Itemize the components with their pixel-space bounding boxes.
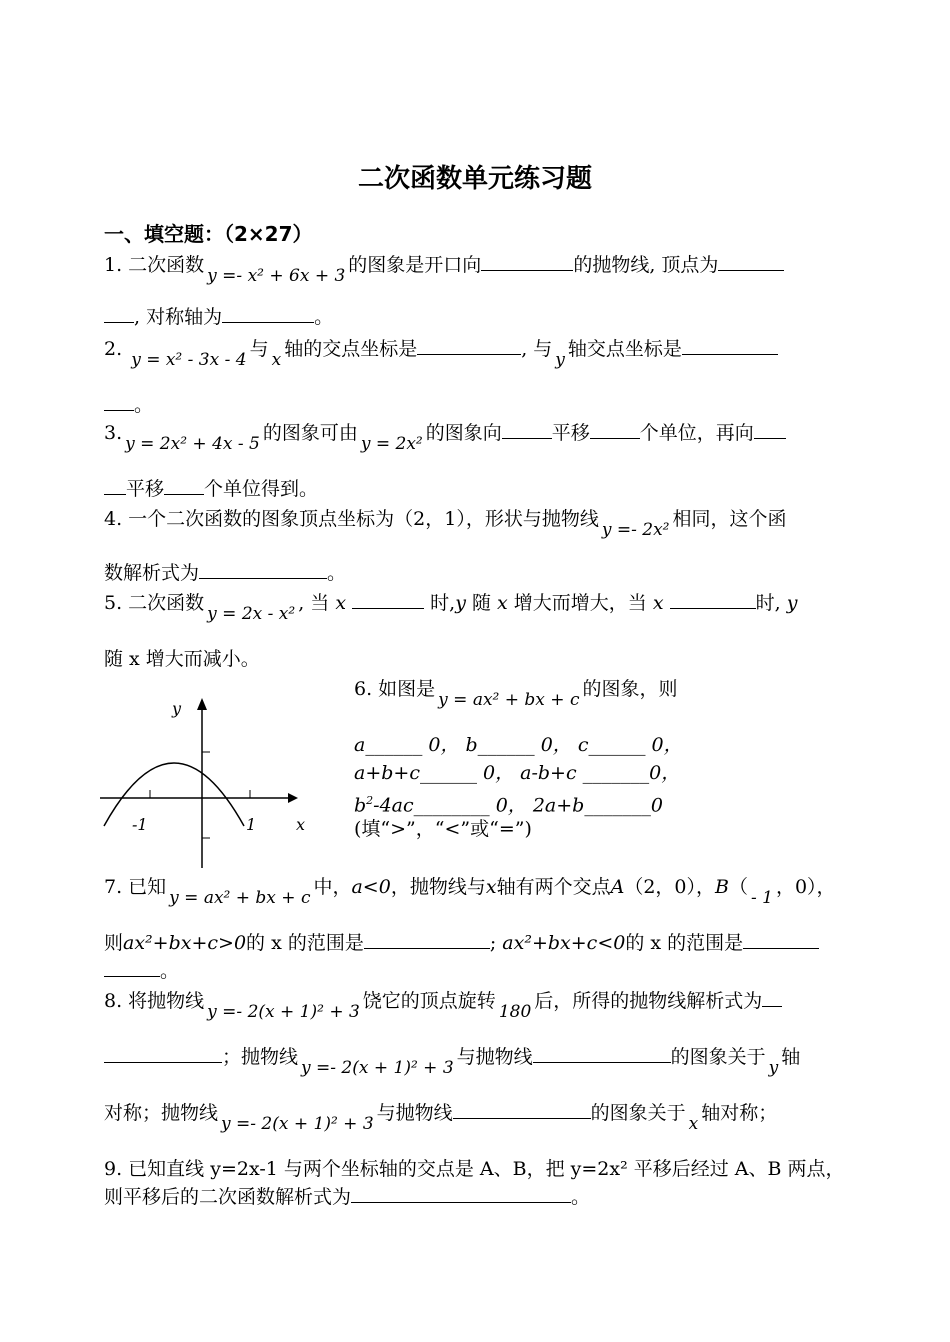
var: x: [335, 592, 347, 614]
page-title: 二次函数单元练习题: [357, 164, 592, 194]
formula: 180: [498, 1002, 532, 1022]
text: , 当: [298, 592, 330, 614]
text: ，抛物线与: [390, 876, 486, 898]
text: 随 x 增大而减小。: [104, 648, 260, 670]
answer-blank[interactable]: [743, 930, 819, 949]
text: 对称；抛物线: [104, 1102, 219, 1124]
x-axis-arrow: [288, 793, 298, 803]
var: B: [715, 876, 729, 898]
q9-line1: 9. 已知直线 y=2x-1 与两个坐标轴的交点是 A、B，把 y=2x² 平移后经过 A、B 两点，: [104, 1158, 845, 1180]
text: 后，所得的抛物线解析式为: [534, 990, 763, 1012]
q8-line1: [104, 988, 782, 1022]
answer-blank[interactable]: [164, 476, 204, 495]
text: b: [354, 794, 367, 817]
formula: y = x² - 3x - 4: [131, 350, 247, 370]
formula: y = 2x² + 4x - 5: [125, 434, 260, 454]
text: 中，: [313, 876, 352, 898]
text: 增大而增大，当: [513, 592, 647, 614]
q8-line2: [104, 1044, 801, 1078]
text: ax²+bx+c<0: [502, 932, 626, 954]
text: a<0: [351, 876, 391, 898]
var: x: [271, 350, 282, 370]
answer-blank[interactable]: [364, 930, 490, 949]
text: 的抛物线, 顶点为: [573, 254, 719, 276]
text: 的图象是开口向: [348, 254, 482, 276]
text: ax²+bx+c>0: [123, 932, 247, 954]
var: y: [455, 592, 466, 614]
text: 的图象可由: [262, 422, 358, 444]
text: （2，0），: [624, 876, 715, 898]
section-heading: 一、填空题：（2×27）: [104, 222, 313, 246]
text: 平移: [551, 422, 590, 444]
answer-blank[interactable]: [533, 1044, 671, 1063]
parabola-graph: [98, 690, 318, 870]
text: 6. 如图是: [354, 678, 436, 700]
text: 3.: [104, 422, 123, 444]
answer-blank[interactable]: [351, 1184, 571, 1203]
text: 轴的交点坐标是: [284, 338, 418, 360]
text: 5. 二次函数: [104, 592, 205, 614]
answer-blank[interactable]: [590, 420, 640, 439]
answer-blank[interactable]: [718, 252, 784, 271]
formula: y = 2x - x²: [207, 604, 296, 624]
text: 的图象关于: [670, 1046, 766, 1068]
answer-blank[interactable]: [104, 476, 126, 495]
answer-blank[interactable]: [754, 420, 786, 439]
answer-blank[interactable]: [222, 304, 314, 323]
q5-line2: [104, 646, 260, 672]
text: 的图象，则: [582, 678, 678, 700]
text: 4. 一个二次函数的图象顶点坐标为（2，1），形状与抛物线: [104, 508, 599, 530]
answer-blank[interactable]: [481, 252, 573, 271]
text: 数解析式为: [104, 562, 200, 584]
text: 随: [471, 592, 491, 614]
q6-line2: a______ 0， b______ 0， c______ 0，: [354, 734, 683, 756]
q2-line1: [104, 336, 778, 370]
text: 1. 二次函数: [104, 254, 205, 276]
text: 。: [571, 1186, 591, 1208]
text: 轴对称；: [701, 1102, 778, 1124]
var: y: [555, 350, 565, 370]
answer-blank[interactable]: [199, 560, 327, 579]
q6-line3: a+b+c______ 0， a-b+c _______0，: [354, 762, 681, 784]
q1-line1: [104, 252, 784, 286]
formula: y =- 2(x + 1)² + 3: [301, 1058, 454, 1078]
text: 轴有两个交点: [496, 876, 611, 898]
text: 7. 已知: [104, 876, 167, 898]
formula: y =- 2(x + 1)² + 3: [207, 1002, 360, 1022]
text: 与: [249, 338, 269, 360]
text: 相同，这个函: [672, 508, 787, 530]
answer-blank[interactable]: [417, 336, 521, 355]
q6-line4: $b^2-4ac\_\_\_\_\_\_\_\_$ 0， 2a+b_______0: [354, 794, 663, 817]
text: 平移: [126, 478, 165, 500]
y-axis-arrow: [197, 698, 207, 710]
q4-line1: [104, 506, 787, 540]
answer-blank[interactable]: [762, 988, 782, 1007]
text: 2.: [104, 338, 123, 360]
text: -4ac________ 0， 2a+b_______0: [373, 794, 663, 817]
answer-blank[interactable]: [682, 336, 778, 355]
var: y: [786, 592, 798, 614]
text: , 与: [521, 338, 553, 360]
q6-line5: (填“>”，“<”或“=”): [354, 818, 532, 840]
var: y: [768, 1058, 779, 1078]
q7-line1: [104, 874, 836, 908]
answer-blank[interactable]: [670, 590, 756, 609]
q1-line2: [104, 304, 333, 330]
formula: y = 2x²: [360, 434, 423, 454]
text: 。: [160, 960, 180, 982]
text: 。: [134, 394, 154, 416]
tick-label-pos1: 1: [246, 815, 257, 834]
var: x: [497, 592, 508, 614]
q8-line3: [104, 1100, 778, 1134]
parabola-curve: [104, 763, 244, 826]
formula: y =- 2x²: [601, 520, 670, 540]
text: 与抛物线: [376, 1102, 453, 1124]
text: 个单位，再向: [639, 422, 754, 444]
answer-blank[interactable]: [502, 420, 552, 439]
var: x: [688, 1114, 699, 1134]
y-label: y: [172, 699, 182, 718]
text: ;: [489, 932, 497, 954]
formula: - 1: [750, 888, 773, 908]
text: 。: [327, 562, 347, 584]
text: ；抛物线: [222, 1046, 299, 1068]
answer-blank[interactable]: [352, 590, 424, 609]
q6-line1: [354, 676, 678, 710]
var: x: [652, 592, 664, 614]
text: 时,: [430, 592, 456, 614]
answer-blank[interactable]: [104, 392, 134, 411]
text: 则平移后的二次函数解析式为: [104, 1186, 352, 1208]
formula: y = ax² + bx + c: [438, 690, 580, 710]
text: ，0），: [775, 876, 836, 898]
text: 的图象关于: [590, 1102, 686, 1124]
answer-blank[interactable]: [104, 958, 160, 977]
formula: y =- x² + 6x + 3: [207, 266, 346, 286]
q9-line2: [104, 1184, 590, 1210]
answer-blank[interactable]: [104, 304, 134, 323]
text: 轴交点坐标是: [567, 338, 682, 360]
text: , 对称轴为: [134, 306, 223, 328]
q2-line2: [104, 392, 153, 418]
text: （: [728, 876, 748, 898]
text: 饶它的顶点旋转: [362, 990, 496, 1012]
text: 8. 将抛物线: [104, 990, 205, 1012]
text: 则: [104, 932, 124, 954]
text: 的图象向: [425, 422, 502, 444]
text: 轴: [781, 1046, 801, 1068]
answer-blank[interactable]: [453, 1100, 591, 1119]
q7-line2: [104, 930, 819, 956]
text: 的 x 的范围是: [246, 932, 364, 954]
tick-label-neg1: -1: [132, 815, 148, 834]
x-label: x: [296, 815, 306, 834]
text: 时,: [755, 592, 781, 614]
text: 的 x 的范围是: [625, 932, 744, 954]
q5-line1: [104, 590, 798, 624]
formula: y = ax² + bx + c: [169, 888, 311, 908]
text: 。: [314, 306, 334, 328]
var: A: [610, 876, 625, 898]
formula: y =- 2(x + 1)² + 3: [221, 1114, 374, 1134]
text: 与抛物线: [456, 1046, 533, 1068]
var: x: [485, 876, 497, 898]
q7-line3: [104, 958, 179, 984]
text: 个单位得到。: [204, 478, 319, 500]
q3-line1: [104, 420, 786, 454]
answer-blank[interactable]: [104, 1044, 222, 1063]
q3-line2: [104, 476, 318, 502]
q4-line2: [104, 560, 346, 586]
